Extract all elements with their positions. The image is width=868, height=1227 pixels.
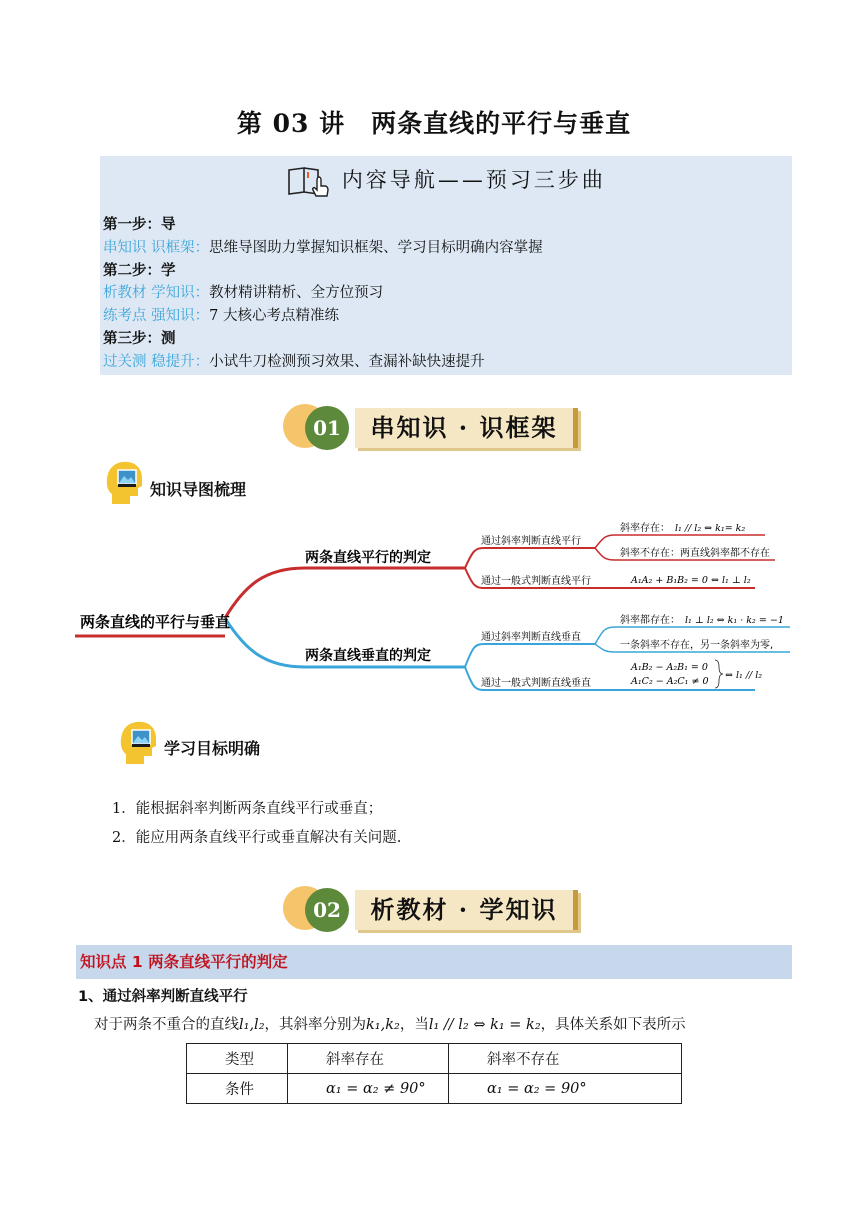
table-cell-slope-exists bbox=[288, 1074, 449, 1104]
table-cell-slope-none bbox=[449, 1074, 682, 1104]
perp-slope-formula: l₁ ⊥ l₂ ⇔ k₁ · k₂ = −1 bbox=[685, 615, 784, 626]
mindmap-heading: 知识导图梳理 bbox=[150, 480, 247, 499]
head-picture-icon bbox=[118, 720, 158, 766]
section-number: 02 bbox=[305, 888, 349, 932]
parallel-slope-none: 斜率不存在：两直线斜率都不存在 bbox=[620, 548, 770, 559]
goal-item-1: 1．能根据斜率判断两条直线平行或垂直； bbox=[112, 801, 383, 817]
nav-line-2-label: 析教材 学知识： bbox=[103, 285, 210, 302]
mindmap-root: 两条直线的平行与垂直 bbox=[80, 613, 231, 631]
parallel-by-general-form: 通过一般式判断直线平行 bbox=[481, 576, 591, 587]
goals-heading-icon bbox=[118, 720, 158, 770]
step-2: 第二步：学 bbox=[103, 262, 176, 279]
table-row bbox=[187, 1074, 682, 1104]
perp-by-general-form: 通过一般式判断直线垂直 bbox=[481, 678, 591, 689]
goals-heading: 学习目标明确 bbox=[164, 739, 261, 758]
section-title: 析教材 · 学知识 bbox=[355, 890, 578, 930]
goal-item-2: 2．能应用两条直线平行或垂直解决有关问题. bbox=[112, 830, 402, 846]
para-text-a: 对于两条不重合的直线 bbox=[94, 1017, 239, 1033]
nav-line-4-label: 过关测 稳提升： bbox=[103, 353, 210, 370]
mindmap-heading-icon bbox=[104, 460, 144, 510]
nav-line-2-text: 教材精讲精析、全方位预习 bbox=[209, 285, 384, 302]
step-3: 第三步：测 bbox=[103, 330, 176, 347]
nav-line-1 bbox=[103, 237, 543, 260]
paragraph bbox=[94, 1013, 686, 1034]
parallel-general-formula: A₁A₂ + B₁B₂ = 0 ⇔ l₁ ⊥ l₂ bbox=[631, 575, 751, 586]
nav-line-3-text: 7 大核心考点精准练 bbox=[209, 308, 339, 325]
relation-table bbox=[186, 1043, 682, 1104]
book-pointer-icon bbox=[286, 164, 330, 198]
parallel-slope-formula: l₁ // l₂ ⇔ k₁= k₂ bbox=[675, 523, 746, 534]
nav-line-4-text: 小试牛刀检测预习效果、查漏补缺快速提升 bbox=[209, 353, 485, 370]
knowledge-point-1-subtitle: 1、通过斜率判断直线平行 bbox=[78, 989, 248, 1005]
step-1: 第一步：导 bbox=[103, 217, 176, 233]
head-picture-icon bbox=[104, 460, 144, 506]
nav-heading bbox=[100, 162, 792, 198]
knowledge-point-1-bar: 知识点 1 两条直线平行的判定 bbox=[76, 945, 792, 979]
table-header-slope-exists: 斜率存在 bbox=[288, 1044, 449, 1074]
para-slopes: k₁,k₂ bbox=[366, 1017, 400, 1033]
section-01-badge bbox=[283, 404, 583, 454]
content-navigation-box bbox=[100, 156, 792, 375]
nav-line-1-label: 串知识 识框架： bbox=[103, 239, 210, 256]
branch-perpendicular: 两条直线垂直的判定 bbox=[305, 648, 431, 664]
branch-parallel: 两条直线平行的判定 bbox=[305, 550, 431, 566]
perp-slopes-exist: 斜率都存在： bbox=[620, 615, 680, 626]
nav-line-3 bbox=[103, 305, 543, 328]
section-number: 01 bbox=[305, 406, 349, 450]
perp-general-formula-2: A₁C₂ − A₂C₁ ≠ 0 bbox=[631, 676, 709, 687]
para-text-b: ，其斜率分别为 bbox=[264, 1017, 367, 1033]
nav-lines bbox=[103, 214, 543, 374]
formula: α₁ = α₂ = 90° bbox=[487, 1080, 587, 1097]
nav-line-4 bbox=[103, 351, 543, 374]
page-title: 第 03 讲 两条直线的平行与垂直 bbox=[236, 109, 632, 138]
para-condition: l₁ // l₂ ⇔ k₁ = k₂ bbox=[428, 1017, 541, 1033]
perp-general-formula-1: A₁B₂ − A₂B₁ = 0 bbox=[631, 662, 708, 673]
parallel-by-slope: 通过斜率判断直线平行 bbox=[481, 536, 581, 547]
nav-line-3-label: 练考点 强知识： bbox=[103, 308, 210, 325]
table-header-type: 类型 bbox=[187, 1044, 288, 1074]
perp-one-slope-none: 一条斜率不存在，另一条斜率为零, bbox=[620, 640, 774, 651]
para-text-c: ，当 bbox=[399, 1017, 429, 1033]
section-02-badge bbox=[283, 886, 583, 936]
table-cell-condition: 条件 bbox=[187, 1074, 288, 1104]
nav-line-1-text: 思维导图助力掌握知识框架、学习目标明确内容掌握 bbox=[209, 239, 543, 256]
section-title: 串知识 · 识框架 bbox=[355, 408, 578, 448]
mind-map bbox=[75, 510, 795, 700]
nav-line-2 bbox=[103, 282, 543, 305]
para-text-d: ，具体关系如下表所示 bbox=[540, 1017, 686, 1033]
perp-general-formula-3: ⇔ l₁ // l₂ bbox=[725, 670, 763, 681]
perp-by-slope: 通过斜率判断直线垂直 bbox=[481, 632, 581, 643]
table-header-slope-none: 斜率不存在 bbox=[449, 1044, 682, 1074]
para-lines: l₁,l₂ bbox=[239, 1017, 265, 1033]
formula: α₁ = α₂ ≠ 90° bbox=[326, 1080, 426, 1097]
nav-heading-text: 内容导航——预习三步曲 bbox=[341, 168, 606, 192]
table-row bbox=[187, 1044, 682, 1074]
parallel-slope-exists: 斜率存在： bbox=[620, 523, 670, 534]
